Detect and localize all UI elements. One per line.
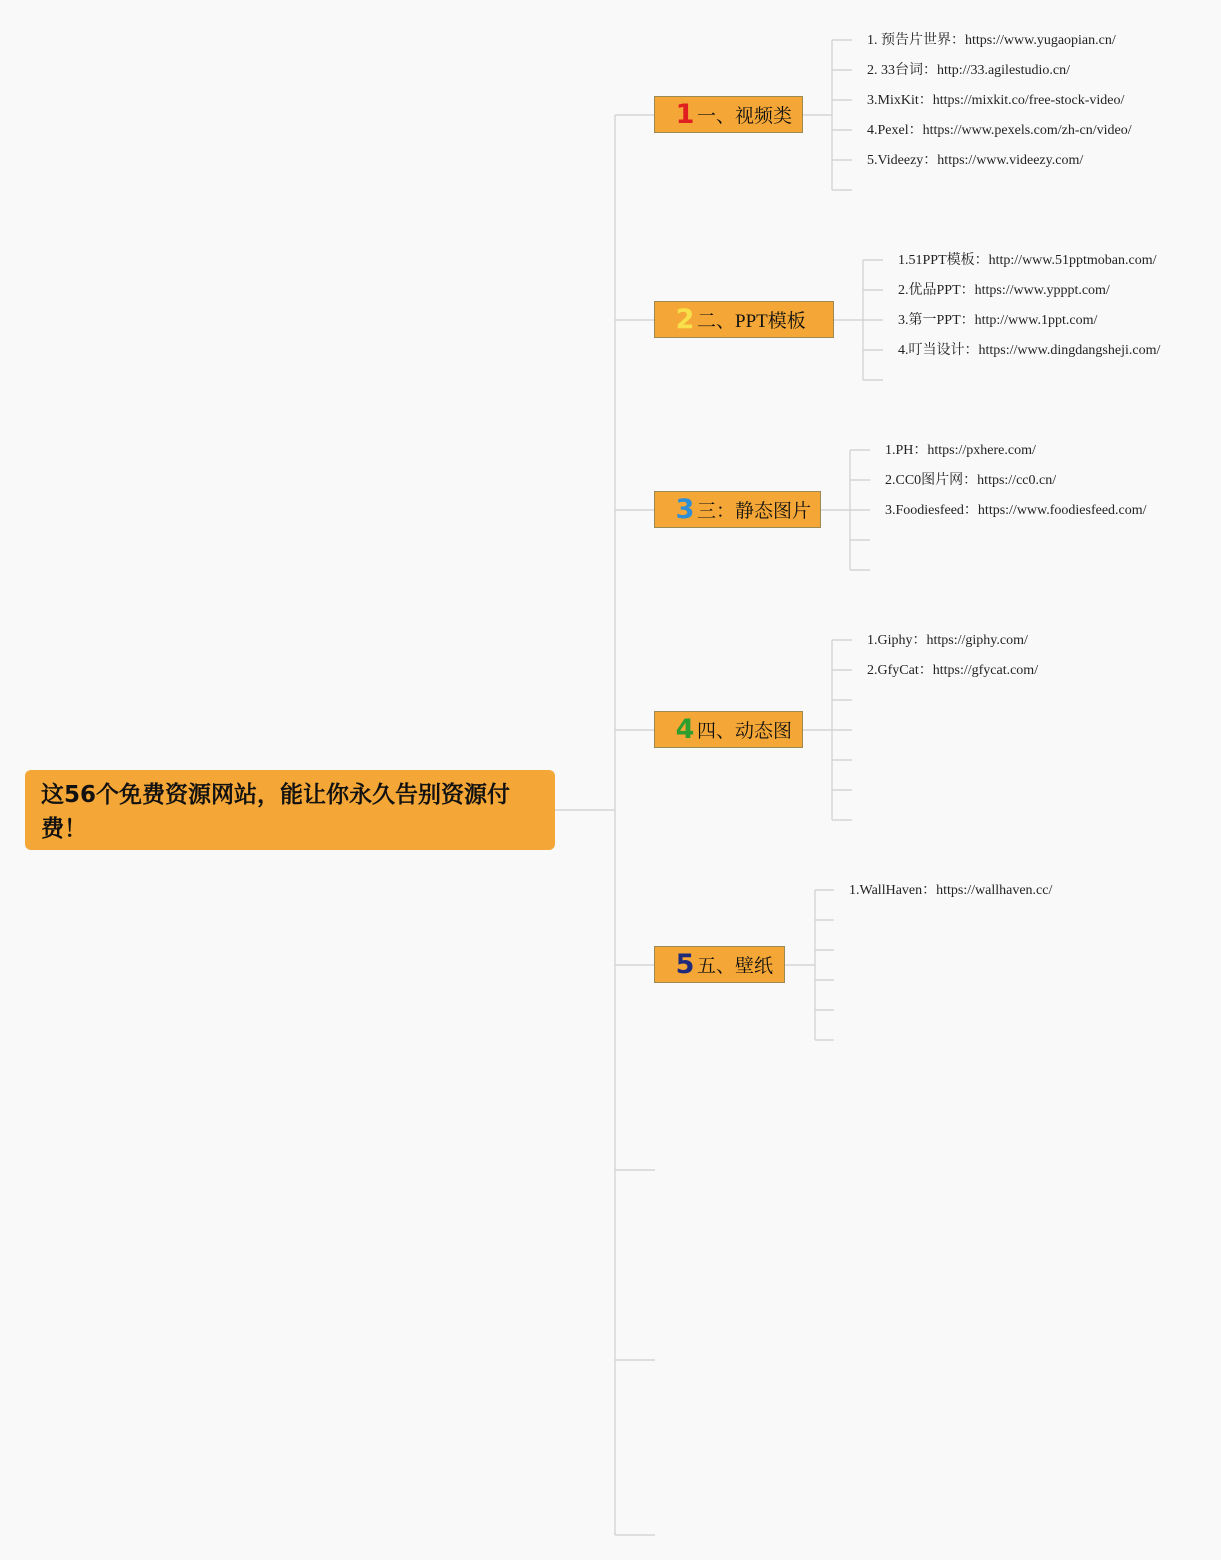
category-video[interactable] xyxy=(654,96,803,133)
category-gifs[interactable] xyxy=(654,711,803,748)
category-ppt-templates[interactable] xyxy=(654,301,834,338)
list-item[interactable]: 4.叮当设计：https://www.dingdangsheji.com/ xyxy=(898,343,1161,358)
category-label: 五、壁纸 xyxy=(697,956,774,977)
number-five-icon: 5 xyxy=(675,949,695,980)
category-label: 二、PPT模板 xyxy=(697,311,806,332)
list-item[interactable]: 2.GfyCat：https://gfycat.com/ xyxy=(867,663,1039,678)
list-item[interactable]: 3.Foodiesfeed：https://www.foodiesfeed.com/ xyxy=(885,503,1147,518)
list-item[interactable]: 1.WallHaven：https://wallhaven.cc/ xyxy=(849,883,1053,898)
category-static-images[interactable] xyxy=(654,491,821,528)
list-item[interactable]: 3.MixKit：https://mixkit.co/free-stock-video/ xyxy=(867,93,1125,108)
list-item[interactable]: 1.PH：https://pxhere.com/ xyxy=(885,443,1036,458)
category-label: 一、视频类 xyxy=(697,106,793,127)
number-two-icon: 2 xyxy=(675,304,695,335)
list-item[interactable]: 2. 33台词：http://33.agilestudio.cn/ xyxy=(867,63,1070,78)
category-label: 三：静态图片 xyxy=(697,501,812,522)
list-item[interactable]: 2.优品PPT：https://www.ypppt.com/ xyxy=(898,283,1110,298)
category-wallpapers[interactable] xyxy=(654,946,785,983)
list-item[interactable]: 1. 预告片世界：https://www.yugaopian.cn/ xyxy=(867,33,1116,48)
number-three-icon: 3 xyxy=(675,494,695,525)
list-item[interactable]: 2.CC0图片网：https://cc0.cn/ xyxy=(885,473,1057,488)
list-item[interactable]: 1.51PPT模板：http://www.51pptmoban.com/ xyxy=(898,253,1157,268)
root-topic-title: 这56个免费资源网站，能让你永久告别资源付费！ xyxy=(41,782,511,842)
list-item[interactable]: 3.第一PPT：http://www.1ppt.com/ xyxy=(898,313,1098,328)
category-label: 四、动态图 xyxy=(697,721,793,742)
list-item[interactable]: 4.Pexel：https://www.pexels.com/zh-cn/video/ xyxy=(867,123,1132,138)
list-item[interactable]: 5.Videezy：https://www.videezy.com/ xyxy=(867,153,1084,168)
root-topic[interactable] xyxy=(25,770,555,850)
list-item[interactable]: 1.Giphy：https://giphy.com/ xyxy=(867,633,1028,648)
number-four-icon: 4 xyxy=(675,714,695,745)
number-one-icon: 1 xyxy=(675,99,695,130)
